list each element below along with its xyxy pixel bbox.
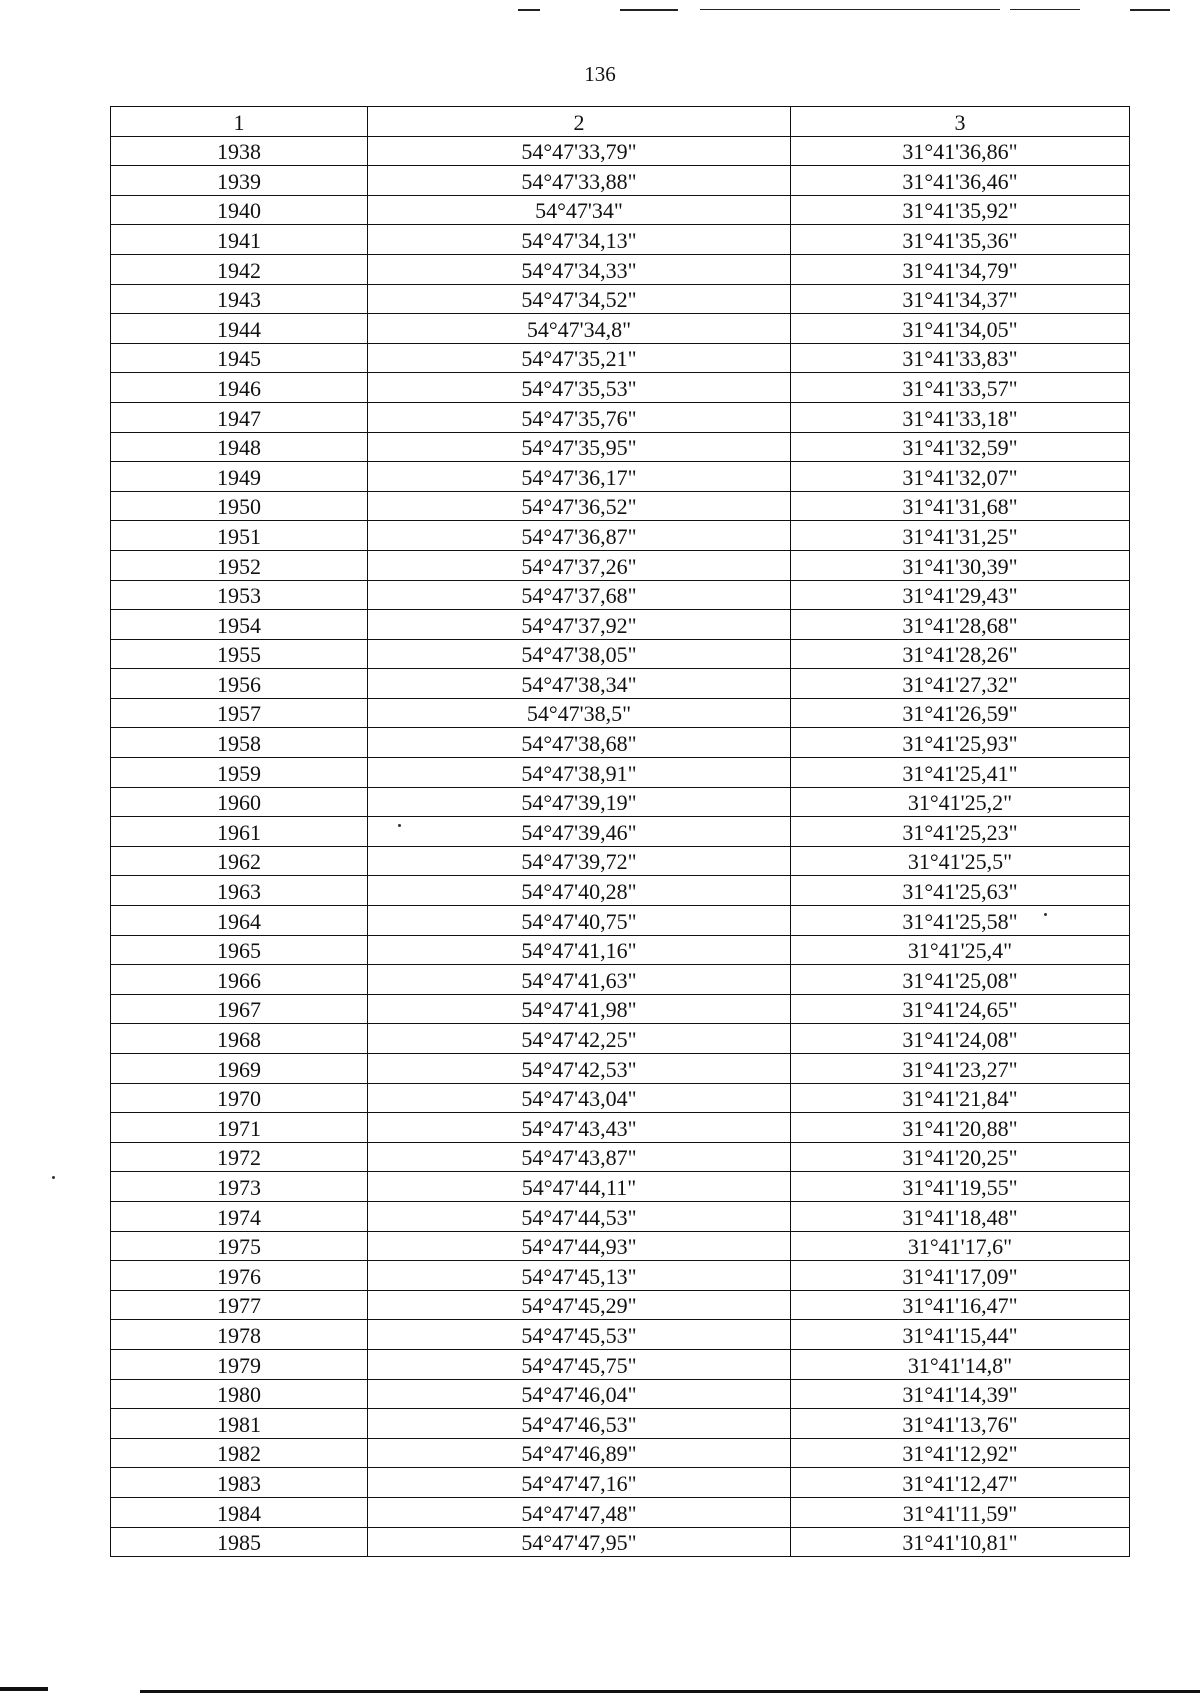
latitude-cell: 54°47'44,53": [368, 1201, 791, 1231]
table-row: [111, 1379, 1130, 1409]
table-row: [111, 195, 1130, 225]
longitude-cell: 31°41'14,39": [791, 1379, 1130, 1409]
scan-bottom-rule: [140, 1690, 1200, 1693]
year-cell: 1957: [111, 698, 368, 728]
longitude-cell: 31°41'30,39": [791, 550, 1130, 580]
table-row: [111, 1349, 1130, 1379]
latitude-cell: 54°47'43,87": [368, 1142, 791, 1172]
latitude-cell: 54°47'45,53": [368, 1320, 791, 1350]
latitude-cell: 54°47'41,63": [368, 965, 791, 995]
latitude-cell: 54°47'37,92": [368, 610, 791, 640]
year-cell: 1951: [111, 521, 368, 551]
table-row: [111, 1409, 1130, 1439]
latitude-cell: 54°47'41,16": [368, 935, 791, 965]
table-row: [111, 166, 1130, 196]
year-cell: 1947: [111, 402, 368, 432]
latitude-cell: 54°47'36,17": [368, 462, 791, 492]
year-cell: 1977: [111, 1290, 368, 1320]
latitude-cell: 54°47'39,72": [368, 846, 791, 876]
longitude-cell: 31°41'19,55": [791, 1172, 1130, 1202]
year-cell: 1980: [111, 1379, 368, 1409]
table-row: [111, 1527, 1130, 1557]
year-cell: 1967: [111, 994, 368, 1024]
latitude-cell: 54°47'35,76": [368, 402, 791, 432]
scan-top-rule: [518, 9, 540, 11]
table-row: [111, 373, 1130, 403]
year-cell: 1972: [111, 1142, 368, 1172]
latitude-cell: 54°47'46,89": [368, 1438, 791, 1468]
year-cell: 1956: [111, 669, 368, 699]
longitude-cell: 31°41'25,58": [791, 906, 1130, 936]
year-cell: 1950: [111, 491, 368, 521]
latitude-cell: 54°47'42,53": [368, 1054, 791, 1084]
year-cell: 1960: [111, 787, 368, 817]
latitude-cell: 54°47'34": [368, 195, 791, 225]
table-row: [111, 1083, 1130, 1113]
table-row: [111, 994, 1130, 1024]
year-cell: 1971: [111, 1113, 368, 1143]
table-row: [111, 1113, 1130, 1143]
latitude-cell: 54°47'42,25": [368, 1024, 791, 1054]
longitude-cell: 31°41'32,59": [791, 432, 1130, 462]
year-cell: 1962: [111, 846, 368, 876]
latitude-cell: 54°47'45,13": [368, 1261, 791, 1291]
longitude-cell: 31°41'25,08": [791, 965, 1130, 995]
year-cell: 1940: [111, 195, 368, 225]
longitude-cell: 31°41'35,36": [791, 225, 1130, 255]
table-row: [111, 225, 1130, 255]
year-cell: 1975: [111, 1231, 368, 1261]
year-cell: 1978: [111, 1320, 368, 1350]
latitude-cell: 54°47'41,98": [368, 994, 791, 1024]
longitude-cell: 31°41'20,88": [791, 1113, 1130, 1143]
longitude-cell: 31°41'34,37": [791, 284, 1130, 314]
table-row: [111, 254, 1130, 284]
year-cell: 1984: [111, 1497, 368, 1527]
table-row: [111, 728, 1130, 758]
longitude-cell: 31°41'25,5": [791, 846, 1130, 876]
latitude-cell: 54°47'33,88": [368, 166, 791, 196]
scan-speck: [52, 1176, 55, 1179]
longitude-cell: 31°41'36,46": [791, 166, 1130, 196]
column-header-3: 3: [791, 107, 1130, 137]
longitude-cell: 31°41'17,6": [791, 1231, 1130, 1261]
longitude-cell: 31°41'34,05": [791, 314, 1130, 344]
latitude-cell: 54°47'37,26": [368, 550, 791, 580]
year-cell: 1966: [111, 965, 368, 995]
longitude-cell: 31°41'11,59": [791, 1497, 1130, 1527]
table-row: [111, 432, 1130, 462]
table-row: [111, 1320, 1130, 1350]
latitude-cell: 54°47'47,16": [368, 1468, 791, 1498]
longitude-cell: 31°41'34,79": [791, 254, 1130, 284]
longitude-cell: 31°41'28,26": [791, 639, 1130, 669]
year-cell: 1943: [111, 284, 368, 314]
longitude-cell: 31°41'25,63": [791, 876, 1130, 906]
longitude-cell: 31°41'26,59": [791, 698, 1130, 728]
year-cell: 1969: [111, 1054, 368, 1084]
year-cell: 1973: [111, 1172, 368, 1202]
table-row: [111, 314, 1130, 344]
year-cell: 1958: [111, 728, 368, 758]
latitude-cell: 54°47'37,68": [368, 580, 791, 610]
longitude-cell: 31°41'17,09": [791, 1261, 1130, 1291]
latitude-cell: 54°47'38,34": [368, 669, 791, 699]
year-cell: 1983: [111, 1468, 368, 1498]
table-row: [111, 787, 1130, 817]
table-row: [111, 698, 1130, 728]
longitude-cell: 31°41'35,92": [791, 195, 1130, 225]
latitude-cell: 54°47'34,52": [368, 284, 791, 314]
latitude-cell: 54°47'35,53": [368, 373, 791, 403]
year-cell: 1968: [111, 1024, 368, 1054]
table-row: [111, 639, 1130, 669]
longitude-cell: 31°41'25,2": [791, 787, 1130, 817]
scan-bottom-rule: [0, 1687, 48, 1691]
table-row: [111, 136, 1130, 166]
latitude-cell: 54°47'45,29": [368, 1290, 791, 1320]
year-cell: 1954: [111, 610, 368, 640]
latitude-cell: 54°47'47,48": [368, 1497, 791, 1527]
year-cell: 1979: [111, 1349, 368, 1379]
latitude-cell: 54°47'46,04": [368, 1379, 791, 1409]
latitude-cell: 54°47'44,93": [368, 1231, 791, 1261]
latitude-cell: 54°47'46,53": [368, 1409, 791, 1439]
year-cell: 1970: [111, 1083, 368, 1113]
table-row: [111, 1024, 1130, 1054]
scan-top-rule: [620, 9, 678, 11]
year-cell: 1953: [111, 580, 368, 610]
table-row: [111, 1172, 1130, 1202]
longitude-cell: 31°41'28,68": [791, 610, 1130, 640]
latitude-cell: 54°47'38,68": [368, 728, 791, 758]
latitude-cell: 54°47'34,8": [368, 314, 791, 344]
scan-top-rule: [1010, 9, 1080, 10]
table-row: [111, 1231, 1130, 1261]
year-cell: 1964: [111, 906, 368, 936]
latitude-cell: 54°47'40,28": [368, 876, 791, 906]
year-cell: 1944: [111, 314, 368, 344]
table-row: [111, 402, 1130, 432]
table-header-row: [111, 107, 1130, 137]
year-cell: 1949: [111, 462, 368, 492]
longitude-cell: 31°41'31,25": [791, 521, 1130, 551]
latitude-cell: 54°47'36,52": [368, 491, 791, 521]
longitude-cell: 31°41'24,65": [791, 994, 1130, 1024]
longitude-cell: 31°41'12,92": [791, 1438, 1130, 1468]
table-row: [111, 491, 1130, 521]
longitude-cell: 31°41'16,47": [791, 1290, 1130, 1320]
scan-top-rule: [700, 9, 1000, 10]
table-row: [111, 284, 1130, 314]
year-cell: 1974: [111, 1201, 368, 1231]
longitude-cell: 31°41'24,08": [791, 1024, 1130, 1054]
table-row: [111, 462, 1130, 492]
longitude-cell: 31°41'18,48": [791, 1201, 1130, 1231]
latitude-cell: 54°47'45,75": [368, 1349, 791, 1379]
table-row: [111, 1261, 1130, 1291]
year-cell: 1961: [111, 817, 368, 847]
year-cell: 1952: [111, 550, 368, 580]
longitude-cell: 31°41'36,86": [791, 136, 1130, 166]
year-cell: 1981: [111, 1409, 368, 1439]
latitude-cell: 54°47'43,43": [368, 1113, 791, 1143]
longitude-cell: 31°41'25,41": [791, 758, 1130, 788]
latitude-cell: 54°47'44,11": [368, 1172, 791, 1202]
year-cell: 1946: [111, 373, 368, 403]
longitude-cell: 31°41'25,93": [791, 728, 1130, 758]
page-number: 136: [584, 62, 616, 86]
table-row: [111, 906, 1130, 936]
table-row: [111, 1054, 1130, 1084]
year-cell: 1938: [111, 136, 368, 166]
longitude-cell: 31°41'33,83": [791, 343, 1130, 373]
longitude-cell: 31°41'14,8": [791, 1349, 1130, 1379]
coordinates-table: [110, 106, 1130, 1557]
scan-top-rule: [1130, 9, 1170, 11]
column-header-1: 1: [111, 107, 368, 137]
table-row: [111, 580, 1130, 610]
longitude-cell: 31°41'20,25": [791, 1142, 1130, 1172]
year-cell: 1942: [111, 254, 368, 284]
latitude-cell: 54°47'34,33": [368, 254, 791, 284]
longitude-cell: 31°41'31,68": [791, 491, 1130, 521]
latitude-cell: 54°47'36,87": [368, 521, 791, 551]
longitude-cell: 31°41'12,47": [791, 1468, 1130, 1498]
longitude-cell: 31°41'10,81": [791, 1527, 1130, 1557]
table-row: [111, 610, 1130, 640]
longitude-cell: 31°41'33,57": [791, 373, 1130, 403]
table-row: [111, 1438, 1130, 1468]
coordinates-table-wrapper: [110, 106, 1130, 1557]
longitude-cell: 31°41'21,84": [791, 1083, 1130, 1113]
year-cell: 1982: [111, 1438, 368, 1468]
latitude-cell: 54°47'38,05": [368, 639, 791, 669]
latitude-cell: 54°47'33,79": [368, 136, 791, 166]
table-row: [111, 550, 1130, 580]
longitude-cell: 31°41'25,23": [791, 817, 1130, 847]
longitude-cell: 31°41'27,32": [791, 669, 1130, 699]
table-row: [111, 876, 1130, 906]
year-cell: 1965: [111, 935, 368, 965]
latitude-cell: 54°47'39,19": [368, 787, 791, 817]
latitude-cell: 54°47'40,75": [368, 906, 791, 936]
latitude-cell: 54°47'38,91": [368, 758, 791, 788]
table-row: [111, 1201, 1130, 1231]
year-cell: 1959: [111, 758, 368, 788]
latitude-cell: 54°47'35,21": [368, 343, 791, 373]
table-row: [111, 343, 1130, 373]
latitude-cell: 54°47'38,5": [368, 698, 791, 728]
year-cell: 1945: [111, 343, 368, 373]
year-cell: 1955: [111, 639, 368, 669]
longitude-cell: 31°41'23,27": [791, 1054, 1130, 1084]
year-cell: 1939: [111, 166, 368, 196]
table-row: [111, 846, 1130, 876]
longitude-cell: 31°41'29,43": [791, 580, 1130, 610]
table-row: [111, 1142, 1130, 1172]
year-cell: 1941: [111, 225, 368, 255]
latitude-cell: 54°47'43,04": [368, 1083, 791, 1113]
table-row: [111, 758, 1130, 788]
longitude-cell: 31°41'32,07": [791, 462, 1130, 492]
table-row: [111, 965, 1130, 995]
table-body: [111, 136, 1130, 1557]
table-row: [111, 935, 1130, 965]
year-cell: 1948: [111, 432, 368, 462]
latitude-cell: 54°47'39,46": [368, 817, 791, 847]
longitude-cell: 31°41'25,4": [791, 935, 1130, 965]
table-row: [111, 521, 1130, 551]
latitude-cell: 54°47'34,13": [368, 225, 791, 255]
column-header-2: 2: [368, 107, 791, 137]
table-row: [111, 1290, 1130, 1320]
longitude-cell: 31°41'15,44": [791, 1320, 1130, 1350]
latitude-cell: 54°47'35,95": [368, 432, 791, 462]
table-row: [111, 669, 1130, 699]
year-cell: 1963: [111, 876, 368, 906]
table-row: [111, 1497, 1130, 1527]
table-row: [111, 1468, 1130, 1498]
longitude-cell: 31°41'13,76": [791, 1409, 1130, 1439]
year-cell: 1976: [111, 1261, 368, 1291]
longitude-cell: 31°41'33,18": [791, 402, 1130, 432]
table-row: [111, 817, 1130, 847]
latitude-cell: 54°47'47,95": [368, 1527, 791, 1557]
year-cell: 1985: [111, 1527, 368, 1557]
